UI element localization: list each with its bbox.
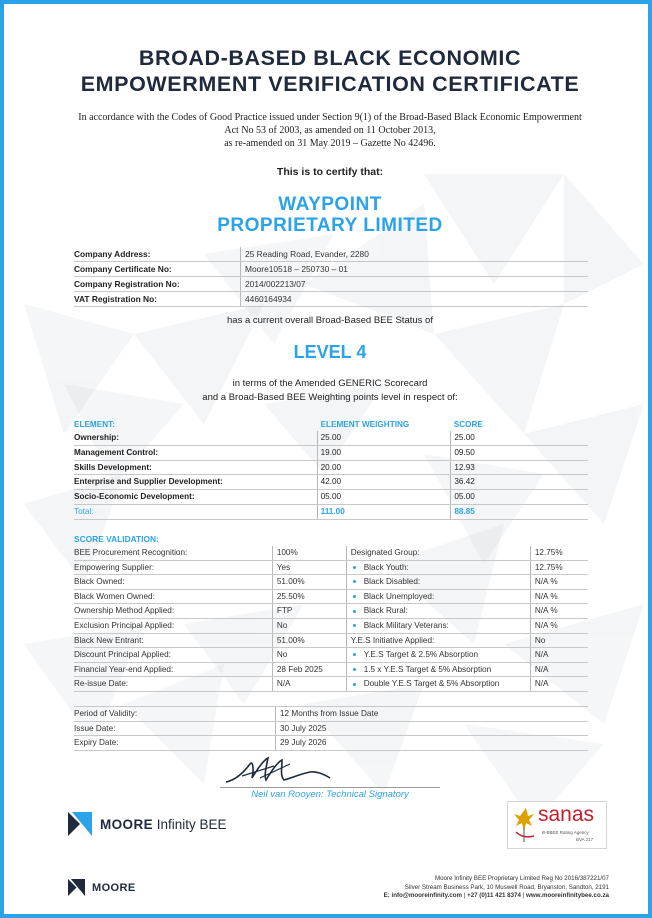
validation-value: Yes <box>272 561 346 575</box>
element-score: 05.00 <box>450 490 588 504</box>
bullet-icon <box>353 610 356 613</box>
validation-label: Black Owned: <box>74 577 125 587</box>
validation-label2 <box>346 561 530 575</box>
validation-value2: N/A <box>530 648 588 662</box>
scorecard-text-line2: and a Broad-Based BEE Weighting points level in respect of: <box>202 392 458 403</box>
info-value: 2014/002213/07 <box>245 279 306 289</box>
validation-value: N/A <box>272 677 346 691</box>
validation-label2-text: Y.E.S Target & 2.5% Absorption <box>363 650 479 660</box>
element-name: Management Control: <box>74 447 159 457</box>
sanas-word: sanas <box>538 803 595 826</box>
score-row <box>74 490 588 505</box>
info-label: Company Address: <box>74 247 241 261</box>
validation-label2-text: Y.E.S Initiative Applied: <box>350 635 435 645</box>
footer-email-label: E: <box>383 892 390 899</box>
info-row <box>74 247 588 262</box>
moore-logo-small-icon <box>68 879 85 896</box>
validation-label2 <box>346 634 530 648</box>
intro-line2: Act No 53 of 2003, as amended on 11 October 2013, <box>224 125 436 136</box>
element-score: 12.93 <box>450 461 588 475</box>
signature-line <box>220 787 440 788</box>
validation-value2: No <box>530 634 588 648</box>
moore-logo <box>68 879 136 896</box>
info-label: Company Registration No: <box>74 277 241 291</box>
validation-label2-text: Black Military Veterans: <box>363 620 449 630</box>
validation-row <box>74 546 588 561</box>
validation-label2-text: Designated Group: <box>350 548 420 557</box>
info-value: Moore10518 – 250730 – 01 <box>245 264 348 274</box>
header-element: ELEMENT: <box>74 420 115 429</box>
bullet-icon <box>353 595 356 598</box>
sanas-code: BVA 217 <box>576 837 594 842</box>
element-name: Ownership: <box>74 433 120 442</box>
certify-text: This is to certify that: <box>276 166 384 178</box>
validation-value: No <box>272 648 346 662</box>
validation-label: Empowering Supplier: <box>74 562 155 572</box>
validation-label: Financial Year-end Applied: <box>74 664 174 674</box>
info-row <box>74 262 588 277</box>
validity-label: Period of Validity: <box>74 709 138 718</box>
validation-value2: N/A % <box>530 619 588 633</box>
validation-label2 <box>346 677 530 691</box>
moore-infinity-bee-logo <box>68 812 227 836</box>
validation-row <box>74 604 588 619</box>
validity-label: Issue Date: <box>74 723 116 733</box>
score-validation-table <box>74 546 588 692</box>
validation-label2-text: 1.5 x Y.E.S Target & 5% Absorption <box>363 664 492 674</box>
certificate-title-line1: BROAD-BASED BLACK ECONOMIC <box>138 46 522 70</box>
validation-value2: 12.75% <box>530 561 588 575</box>
validation-value: No <box>272 619 346 633</box>
validation-value: 28 Feb 2025 <box>272 663 346 677</box>
footer-website[interactable]: www.mooreinfinitybee.co.za <box>526 892 609 899</box>
moore-infinity-bee-text <box>100 817 227 832</box>
total-score: 88.85 <box>450 505 588 519</box>
validity-label: Expiry Date: <box>74 738 119 748</box>
intro-line3: as re-amended on 31 May 2019 – Gazette No 42496. <box>224 138 436 149</box>
logo-bold-text: MOORE <box>100 816 154 832</box>
bullet-icon <box>353 566 356 569</box>
header-weighting: ELEMENT WEIGHTING <box>320 420 410 429</box>
header-score: SCORE <box>453 420 483 429</box>
company-name-line1: WAYPOINT <box>278 194 382 215</box>
element-name: Skills Development: <box>74 462 152 472</box>
validation-value: FTP <box>272 604 346 618</box>
validation-label2 <box>346 546 530 560</box>
element-weighting: 42.00 <box>317 475 451 489</box>
validation-label2 <box>346 619 530 633</box>
bullet-icon <box>353 653 356 656</box>
score-row <box>74 475 588 490</box>
validation-value2: N/A <box>530 663 588 677</box>
element-weighting: 25.00 <box>317 431 451 445</box>
validation-value: 51.00% <box>272 634 346 648</box>
bullet-icon <box>353 683 356 686</box>
validation-label2 <box>346 575 530 589</box>
score-total-row <box>74 505 588 520</box>
validation-label2-text: Black Youth: <box>363 562 409 572</box>
validation-row <box>74 619 588 634</box>
footer-line1: Moore Infinity BEE Proprietary Limited Reg No 2016/387221/07 <box>434 875 609 882</box>
logo-rest-text: Infinity BEE <box>153 816 227 832</box>
validation-value2: N/A <box>530 677 588 691</box>
footer-address <box>384 875 609 901</box>
bee-level: LEVEL 4 <box>293 342 367 362</box>
validation-label2-text: Black Rural: <box>363 606 408 616</box>
validation-value: 100% <box>272 546 346 560</box>
sanas-accreditation-badge <box>507 801 607 849</box>
validity-value: 12 Months from Issue Date <box>275 707 378 721</box>
validation-row <box>74 648 588 663</box>
validation-label: Discount Principal Applied: <box>74 650 171 660</box>
info-row <box>74 277 588 292</box>
validation-label2 <box>346 663 530 677</box>
validation-value: 25.50% <box>272 590 346 604</box>
score-row <box>74 446 588 461</box>
score-row <box>74 431 588 446</box>
info-label: Company Certificate No: <box>74 262 241 276</box>
validation-label2-text: Black Disabled: <box>363 577 421 587</box>
validation-value2: N/A % <box>530 604 588 618</box>
validity-table <box>74 706 588 751</box>
info-value: 25 Reading Road, Evander, 2280 <box>245 249 369 259</box>
sanas-emblem-icon <box>512 806 538 844</box>
status-text: has a current overall Broad-Based BEE Status of <box>227 315 433 326</box>
company-name-line2: PROPRIETARY LIMITED <box>217 215 443 236</box>
validation-label: Exclusion Principal Applied: <box>74 620 175 630</box>
info-label: VAT Registration No: <box>74 292 241 306</box>
validation-value2: N/A % <box>530 590 588 604</box>
sanas-subtitle: B-BBEE Rating Agency <box>542 830 589 835</box>
element-score: 09.50 <box>450 446 588 460</box>
bullet-icon <box>353 580 356 583</box>
validation-row <box>74 677 588 692</box>
validation-label2 <box>346 648 530 662</box>
validation-row <box>74 575 588 590</box>
validation-label2 <box>346 590 530 604</box>
intro-text <box>64 111 596 150</box>
element-weighting: 05.00 <box>317 490 451 504</box>
validation-label: BEE Procurement Recognition: <box>74 548 188 557</box>
scorecard-text-line1: in terms of the Amended GENERIC Scorecard <box>232 378 428 389</box>
validation-label: Ownership Method Applied: <box>74 606 175 616</box>
score-table-header <box>74 418 588 431</box>
validation-value2: N/A % <box>530 575 588 589</box>
total-label: Total: <box>74 506 94 516</box>
footer-email[interactable]: info@mooreinfinity.com <box>391 892 463 899</box>
element-name: Socio-Economic Development: <box>74 492 195 502</box>
footer-line2: Silver Stream Business Park, 10 Muswell Road, Bryanston, Sandton, 2191 <box>404 883 609 891</box>
validation-label: Re-issue Date: <box>74 679 129 689</box>
validation-label: Black Women Owned: <box>74 591 155 601</box>
validation-label2-text: Double Y.E.S Target & 5% Absorption <box>363 679 500 689</box>
validation-row <box>74 561 588 576</box>
info-value: 4460164934 <box>245 294 292 304</box>
validation-value: 51.00% <box>272 575 346 589</box>
element-weighting: 20.00 <box>317 461 451 475</box>
score-table <box>74 418 588 520</box>
element-score: 36.42 <box>450 475 588 489</box>
intro-line1: In accordance with the Codes of Good Practice issued under Section 9(1) of the Broad-Based Black Economic Empowerment <box>78 112 582 123</box>
moore-logo-mark-icon <box>68 812 92 836</box>
bullet-icon <box>353 624 356 627</box>
signatory-name: Neil van Rooyen: Technical Signatory <box>251 789 409 800</box>
validation-label: Black New Entrant: <box>74 635 144 645</box>
validation-value2: 12.75% <box>530 546 588 560</box>
validation-row <box>74 590 588 605</box>
element-weighting: 19.00 <box>317 446 451 460</box>
moore-text: MOORE <box>92 881 136 894</box>
score-row <box>74 461 588 476</box>
validation-row <box>74 663 588 678</box>
validity-value: 30 July 2025 <box>275 722 326 736</box>
signature-image <box>220 752 340 788</box>
footer-contact: E: info@mooreinfinity.com | +27 (0)11 421 8374 | www.mooreinfinitybee.co.za <box>383 892 609 899</box>
bullet-icon <box>353 668 356 671</box>
footer-phone: +27 (0)11 421 8374 <box>467 892 521 899</box>
validity-row <box>74 736 588 751</box>
score-validation-heading: SCORE VALIDATION: <box>74 534 159 544</box>
certificate-title-line2: EMPOWERMENT VERIFICATION CERTIFICATE <box>80 72 580 96</box>
element-score: 25.00 <box>450 431 588 445</box>
validation-label2 <box>346 604 530 618</box>
info-row <box>74 292 588 307</box>
validation-label2-text: Black Unemployed: <box>363 591 435 601</box>
total-weighting: 111.00 <box>317 505 451 519</box>
validity-value: 29 July 2026 <box>275 736 326 750</box>
validity-row <box>74 706 588 722</box>
element-name: Enterprise and Supplier Development: <box>74 477 223 487</box>
company-info-table <box>74 247 588 307</box>
validation-row <box>74 634 588 649</box>
validity-row <box>74 722 588 737</box>
